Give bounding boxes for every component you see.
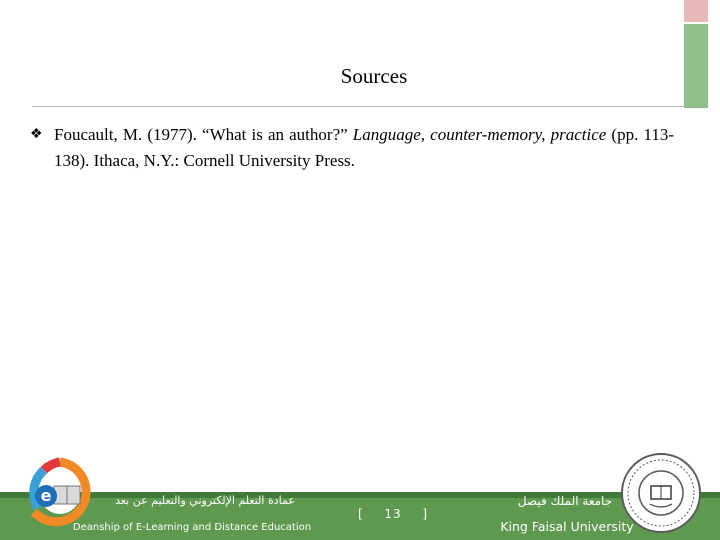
- corner-accent-pink: [684, 0, 708, 22]
- page-number: [358, 507, 428, 521]
- page-bracket-open: [: [358, 507, 364, 521]
- slide-title: Sources: [340, 64, 408, 88]
- reference-publication: (pp. 113-138). Ithaca, N.Y.: Cornell University Press.: [54, 125, 674, 170]
- reference-item: [30, 122, 674, 174]
- svg-text:e: e: [40, 486, 52, 505]
- university-seal-icon: [620, 452, 702, 534]
- reference-author-title: Foucault, M. (1977). “What is an author?”: [54, 125, 353, 144]
- reference-text: [54, 122, 674, 174]
- diamond-bullet-icon: ❖: [30, 127, 43, 142]
- page-bracket-close: ]: [422, 507, 428, 521]
- deanship-arabic-name: عمادة التعلم الإلكتروني والتعليم عن بعد: [115, 494, 295, 507]
- page-number-value: 13: [384, 507, 402, 521]
- deanship-english-name: Deanship of E-Learning and Distance Education: [72, 522, 312, 533]
- title-divider: [32, 106, 684, 107]
- university-english-name: King Faisal University: [500, 519, 634, 534]
- university-arabic-name: جامعة الملك فيصل: [517, 494, 613, 508]
- reference-book-title: Language, counter-memory, practice: [352, 125, 607, 144]
